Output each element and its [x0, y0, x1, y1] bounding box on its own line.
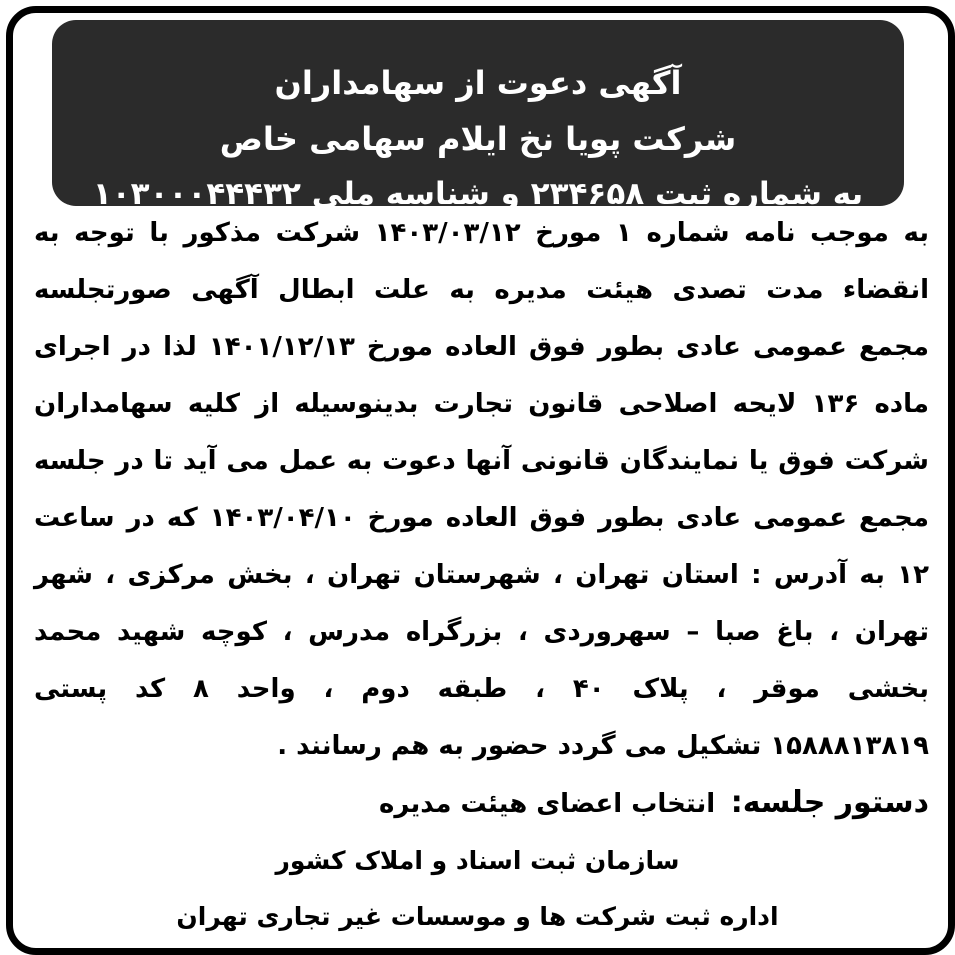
body-line: مجمع عمومی عادی بطور فوق العاده مورخ ۱۴۰۱/۱۲/۱۳ لذا در اجرای	[34, 332, 929, 362]
body-line: ۱۲ به آدرس : استان تهران ، شهرستان تهران ، بخش مرکزی ، شهر	[34, 560, 929, 590]
notice-header	[52, 20, 904, 212]
body-line: مجمع عمومی عادی بطور فوق العاده مورخ ۱۴۰۳/۰۴/۱۰ که در ساعت	[34, 503, 929, 533]
agenda-item: انتخاب اعضای هیئت مدیره	[379, 789, 716, 819]
notice-title: آگهی دعوت از سهامداران	[274, 64, 682, 102]
registration-info: به شماره ثبت ۲۳۴۶۵۸ و شناسه ملی ۱۰۳۰۰۰۴۴۴۳۲	[92, 176, 864, 212]
meeting-agenda	[34, 785, 929, 820]
company-name: شرکت پویا نخ ایلام سهامی خاص	[219, 120, 737, 158]
body-line: ماده ۱۳۶ لایحه اصلاحی قانون تجارت بدینوسیله از کلیه سهامداران	[34, 389, 930, 419]
body-line: بخشی موقر ، پلاک ۴۰ ، طبقه دوم ، واحد ۸ کد پستی	[34, 674, 929, 704]
issuer-department: اداره ثبت شرکت ها و موسسات غیر تجاری تهران	[176, 902, 779, 931]
agenda-label: دستور جلسه:	[730, 785, 929, 820]
body-line: به موجب نامه شماره ۱ مورخ ۱۴۰۳/۰۳/۱۲ شرکت مذکور با توجه به	[34, 218, 929, 248]
issuer-organization: سازمان ثبت اسناد و املاک کشور	[275, 846, 680, 875]
body-line: تهران ، باغ صبا – سهروردی ، بزرگراه مدرس ، کوچه شهید محمد	[34, 617, 929, 647]
body-line: انقضاء مدت تصدی هیئت مدیره به علت ابطال آگهی صورتجلسه	[34, 275, 929, 305]
body-line: شرکت فوق یا نمایندگان قانونی آنها دعوت به عمل می آید تا در جلسه	[34, 446, 929, 476]
body-line: ۱۵۸۸۸۱۳۸۱۹ تشکیل می گردد حضور به هم رسانند .	[277, 731, 929, 761]
